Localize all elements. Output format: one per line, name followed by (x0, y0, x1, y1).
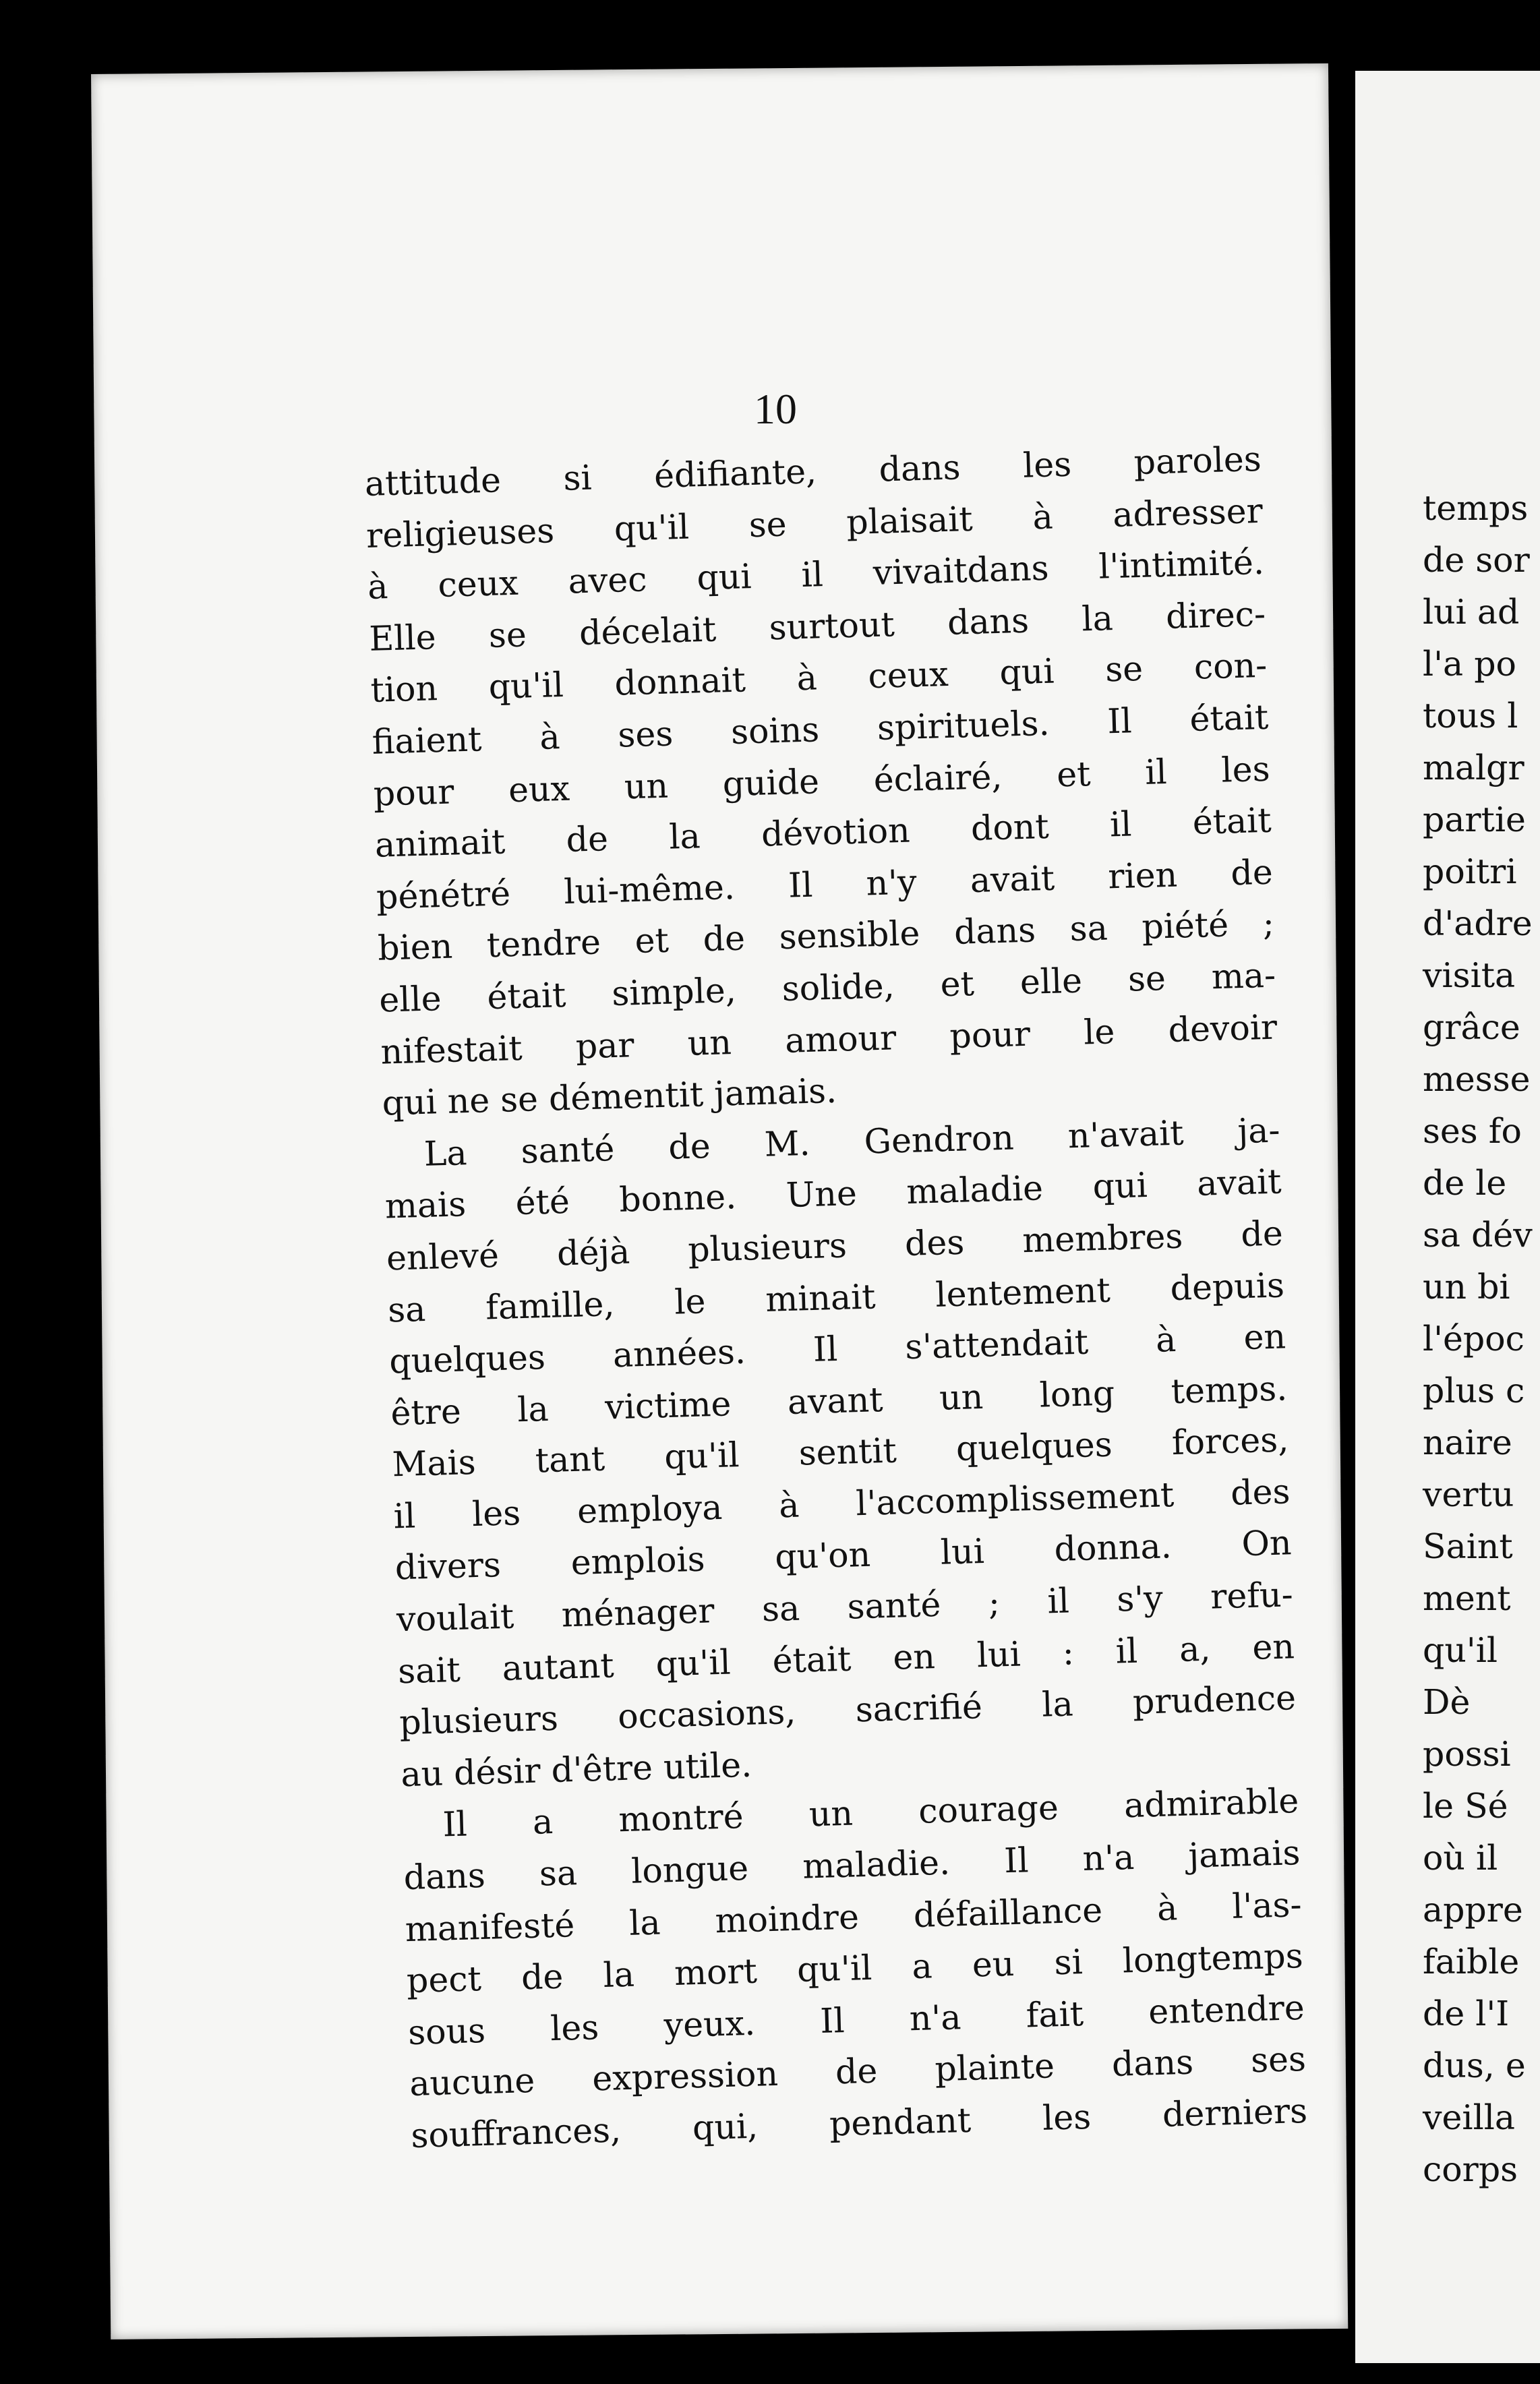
right-page-line: visita (1423, 955, 1516, 995)
right-page-line: le Sé (1423, 1786, 1508, 1826)
right-page-text (1423, 482, 1540, 2195)
right-page-line: veilla (1423, 2097, 1515, 2137)
text-line: animait de la dévotion dont il était (374, 800, 1272, 865)
text-line: dans sa longue maladie. Il n'a jamais (403, 1832, 1301, 1898)
right-page-line: plus c (1423, 1371, 1525, 1410)
right-page-line: partie (1423, 800, 1526, 839)
right-page-line: l'époc (1423, 1319, 1524, 1359)
right-page-line: de sor (1423, 540, 1530, 580)
text-line: manifesté la moindre défaillance à l'as- (405, 1884, 1303, 1949)
text-line: il les employa à l'accomplissement des (392, 1471, 1291, 1537)
text-line: sa famille, le minait lentement depuis (387, 1264, 1285, 1330)
text-line: Elle se décelait surtout dans la direc- (368, 593, 1266, 659)
text-line: sous les yeux. Il n'a fait entendre (407, 1987, 1305, 2052)
right-page-line: de le (1423, 1163, 1507, 1203)
right-page-line: d'adre (1423, 903, 1533, 943)
right-page-line: ment (1423, 1578, 1511, 1618)
page-number: 10 (754, 385, 797, 433)
right-page-line: de l'I (1423, 1994, 1510, 2033)
main-text-block (364, 434, 1308, 2162)
text-line: Mais tant qu'il sentit quelques forces, (391, 1419, 1289, 1485)
right-page-line: messe (1423, 1059, 1531, 1099)
right-page-line: où il (1423, 1838, 1498, 1878)
right-page-line: faible (1423, 1942, 1520, 1981)
right-page-line: grâce (1423, 1007, 1520, 1047)
text-line: à ceux avec qui il vivaitdans l'intimité. (367, 541, 1265, 607)
text-line: qui ne se démentit jamais. (381, 1070, 837, 1123)
right-page-line: malgr (1423, 748, 1524, 787)
text-line: Il a montré un courage admirable (442, 1781, 1299, 1845)
right-page-line: lui ad (1423, 592, 1520, 632)
right-page-line: poitri (1423, 852, 1517, 891)
text-line: souffrances, qui, pendant les derniers (410, 2090, 1308, 2156)
text-line: La santé de M. Gendron n'avait ja- (423, 1110, 1281, 1174)
text-line: être la victime avant un long temps. (390, 1368, 1288, 1433)
text-line: attitude si édifiante, dans les paroles (364, 438, 1262, 504)
right-page-line: Saint (1423, 1526, 1513, 1566)
right-page-line: naire (1423, 1423, 1512, 1462)
right-page-line: tous l (1423, 696, 1518, 736)
text-line: voulait ménager sa santé ; il s'y refu- (396, 1574, 1294, 1640)
right-page-line: corps (1423, 2149, 1518, 2189)
text-line: religieuses qu'il se plaisait à adresser (365, 490, 1264, 556)
text-line: plusieurs occasions, sacrifié la prudence (398, 1677, 1297, 1743)
text-line: sait autant qu'il était en lui : il a, en (397, 1626, 1295, 1691)
right-page-line: possi (1423, 1734, 1511, 1774)
text-line: bien tendre et de sensible dans sa piété ; (377, 903, 1275, 969)
text-line: pect de la mort qu'il a eu si longtemps (406, 1936, 1304, 2001)
text-line: elle était simple, solide, et elle se ma- (378, 955, 1276, 1020)
right-page-line: l'a po (1423, 644, 1516, 684)
text-line: au désir d'être utile. (400, 1744, 752, 1795)
right-page-line: un bi (1423, 1267, 1510, 1307)
right-page-line: vertu (1423, 1474, 1514, 1514)
text-line: aucune expression de plainte dans ses (409, 2039, 1307, 2104)
right-page-line: qu'il (1423, 1630, 1498, 1670)
text-line: nifestait par un amour pour le devoir (380, 1007, 1278, 1072)
right-page-line: Dè (1423, 1682, 1471, 1722)
right-page-line: sa dév (1423, 1215, 1533, 1255)
text-line: pour eux un guide éclairé, et il les (373, 748, 1271, 814)
text-line: divers emplois qu'on lui donna. On (394, 1522, 1293, 1588)
right-page-line: dus, e (1423, 2046, 1526, 2085)
right-page-edge (1355, 71, 1540, 2363)
text-line: mais été bonne. Une maladie qui avait (384, 1161, 1282, 1226)
text-line: quelques années. Il s'attendait à en (388, 1316, 1286, 1381)
right-page-line: ses fo (1423, 1111, 1522, 1151)
right-page-line: temps (1423, 488, 1529, 528)
text-line: tion qu'il donnait à ceux qui se con- (369, 645, 1268, 711)
right-page-line: appre (1423, 1890, 1523, 1930)
text-line: fiaient à ses soins spirituels. Il était (371, 696, 1270, 762)
text-line: pénétré lui-même. Il n'y avait rien de (376, 852, 1274, 917)
text-line: enlevé déjà plusieurs des membres de (386, 1213, 1284, 1278)
